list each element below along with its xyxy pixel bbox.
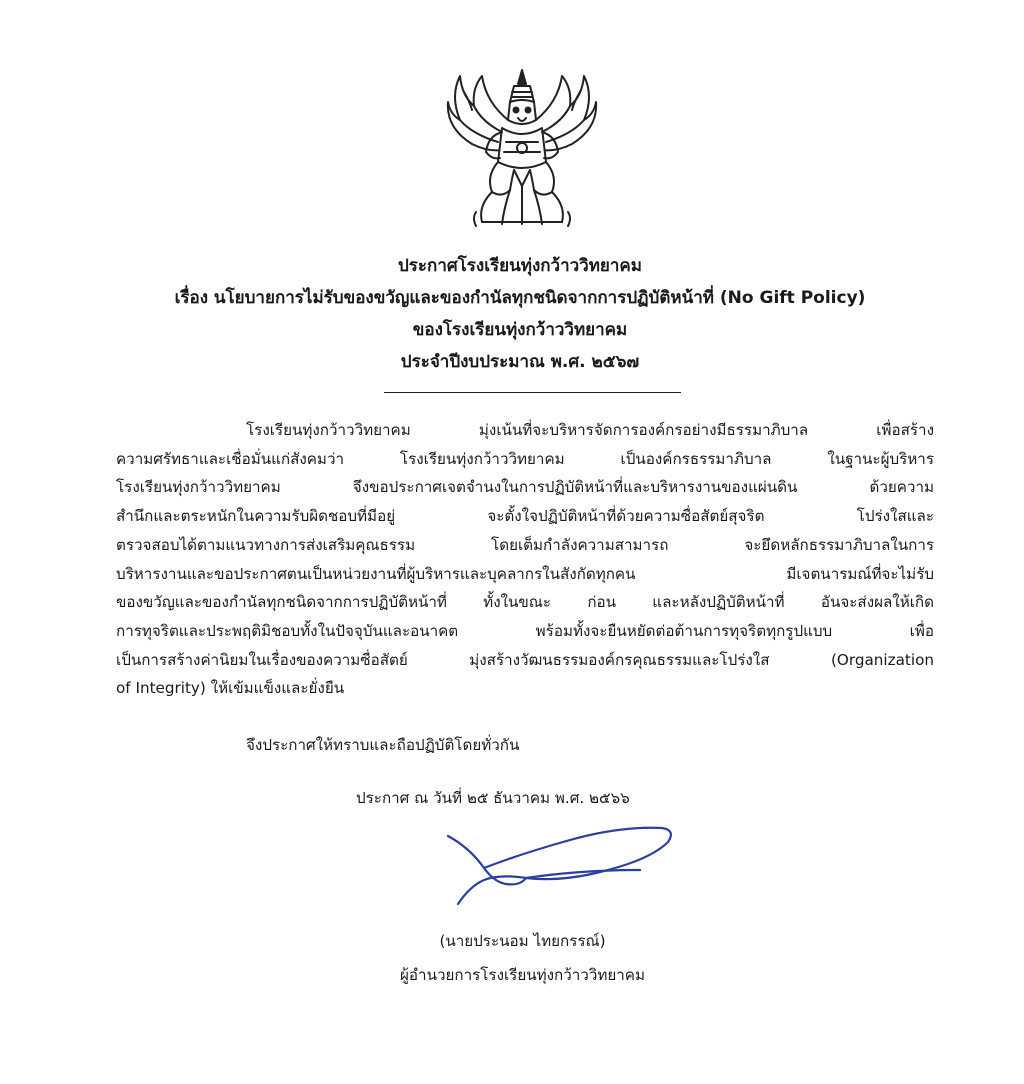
garuda-emblem-icon — [442, 62, 602, 232]
body-line: สำนึกและตระหนักในความรับผิดชอบที่มีอยู่ จะตั้งใจปฏิบัติหน้าที่ด้วยความซื่อสัตย์สุจริต โปร่งใสและ — [116, 507, 934, 526]
title-divider — [384, 392, 681, 393]
body-line: โรงเรียนทุ่งกว้าววิทยาคม มุ่งเน้นที่จะบริหารจัดการองค์กรอย่างมีธรรมาภิบาล เพื่อสร้าง — [246, 421, 934, 439]
announcement-body — [116, 416, 934, 703]
announcement-date: ประกาศ ณ วันที่ ๒๕ ธันวาคม พ.ศ. ๒๕๖๖ — [356, 789, 630, 807]
announcement-organization: ของโรงเรียนทุ่งกว้าววิทยาคม — [412, 320, 628, 340]
body-line: ตรวจสอบได้ตามแนวทางการส่งเสริมคุณธรรม โดยเต็มกำลังความสามารถ จะยึดหลักธรรมาภิบาลในการ — [116, 535, 934, 554]
body-line: เป็นการสร้างค่านิยมในเรื่องของความซื่อสัตย์ มุ่งสร้างวัฒนธรรมองค์กรคุณธรรมและโปร่งใส (Organization — [116, 650, 934, 669]
handwritten-signature-icon — [440, 814, 680, 914]
body-line: บริหารงานและขอประกาศตนเป็นหน่วยงานที่ผู้บริหารและบุคลากรในสังกัดทุกคน มีเจตนารมณ์ที่จะไม่รับ — [116, 564, 934, 583]
body-line: of Integrity) ให้เข้มแข็งและยั่งยืน — [116, 679, 345, 698]
announcement-fiscal-year: ประจำปีงบประมาณ พ.ศ. ๒๕๖๗ — [400, 352, 640, 372]
body-line: ของขวัญและของกำนัลทุกชนิดจากการปฏิบัติหน้าที่ ทั้งในขณะ ก่อน และหลังปฏิบัติหน้าที่ อันจะส่งผลให้เกิด — [116, 593, 934, 612]
body-line: ความศรัทธาและเชื่อมั่นแก่สังคมว่า โรงเรียนทุ่งกว้าววิทยาคม เป็นองค์กรธรรมาภิบาล ในฐานะผู้บริหาร — [116, 449, 934, 468]
body-line: โรงเรียนทุ่งกว้าววิทยาคม จึงขอประกาศเจตจำนงในการปฏิบัติหน้าที่และบริหารงานของแผ่นดิน ด้วยความ — [116, 478, 934, 497]
signer-block — [0, 924, 1024, 992]
body-line: การทุจริตและประพฤติมิชอบทั้งในปัจจุบันและอนาคต พร้อมทั้งจะยืนหยัดต่อต้านการทุจริตทุกรูปแบบ เพื่อ — [116, 621, 934, 640]
signer-title: ผู้อำนวยการโรงเรียนทุ่งกว้าววิทยาคม — [400, 966, 645, 984]
announcement-subject: เรื่อง นโยบายการไม่รับของขวัญและของกำนัลทุกชนิดจากการปฏิบัติหน้าที่ (No Gift Policy) — [174, 288, 866, 308]
announcement-title: ประกาศโรงเรียนทุ่งกว้าววิทยาคม — [397, 256, 643, 276]
announcement-title-block — [0, 250, 1024, 378]
closing-statement: จึงประกาศให้ทราบและถือปฏิบัติโดยทั่วกัน — [246, 736, 520, 754]
signer-name: (นายประนอม ไทยกรรณ์) — [439, 932, 606, 950]
